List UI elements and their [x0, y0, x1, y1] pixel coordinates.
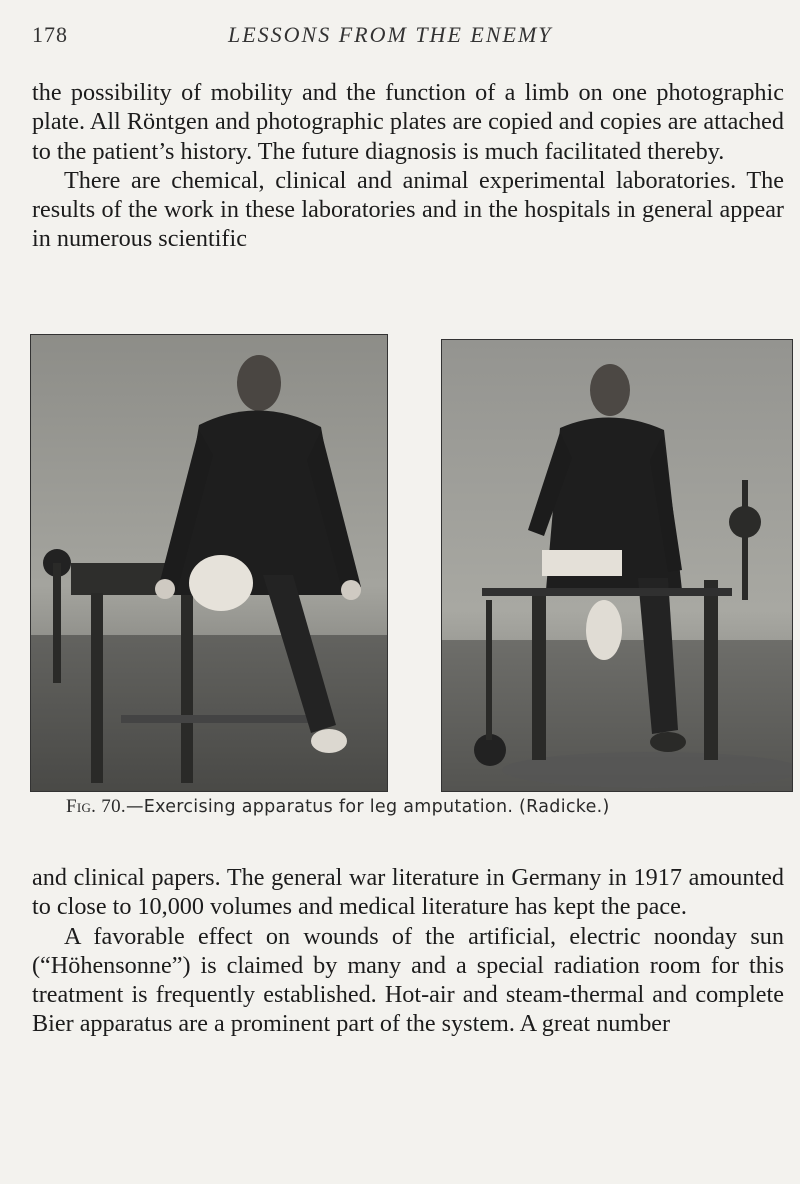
photo-right-apparatus [441, 339, 793, 792]
body-text-bottom [32, 863, 784, 1039]
paragraph: A favorable effect on wounds of the artificial, electric noonday sun (“Höhensonne”) is claimed by many and a special radiation room for this treatment is frequently established. Hot-air and steam-thermal and complete Bier apparatus are a prominent part of the system. A great number [32, 922, 784, 1038]
body-text-top [32, 78, 784, 254]
page-number: 178 [32, 22, 68, 47]
figure-label: Fig. 70. [66, 796, 126, 817]
figure-caption-text: —Exercising apparatus for leg amputation. (Radicke.) [125, 797, 610, 817]
paragraph: There are chemical, clinical and animal experimental laboratories. The results of the work in these laboratories and in the hospitals in general appear in numerous scientific [32, 166, 784, 253]
figure-caption [66, 796, 786, 818]
paragraph: the possibility of mobility and the function of a limb on one photographic plate. All Röntgen and photographic plates are copied and copies are attached to the patient’s history. The future diagnosis is much facilitated thereby. [32, 79, 784, 165]
running-title: LESSONS FROM THE ENEMY [228, 22, 553, 47]
paragraph: and clinical papers. The general war literature in Germany in 1917 amounted to close to 10,000 volumes and medical literature has kept the pace. [32, 864, 784, 921]
figure-70 [30, 334, 792, 824]
running-head [32, 22, 782, 52]
photo-left-seated-patient [30, 334, 388, 792]
